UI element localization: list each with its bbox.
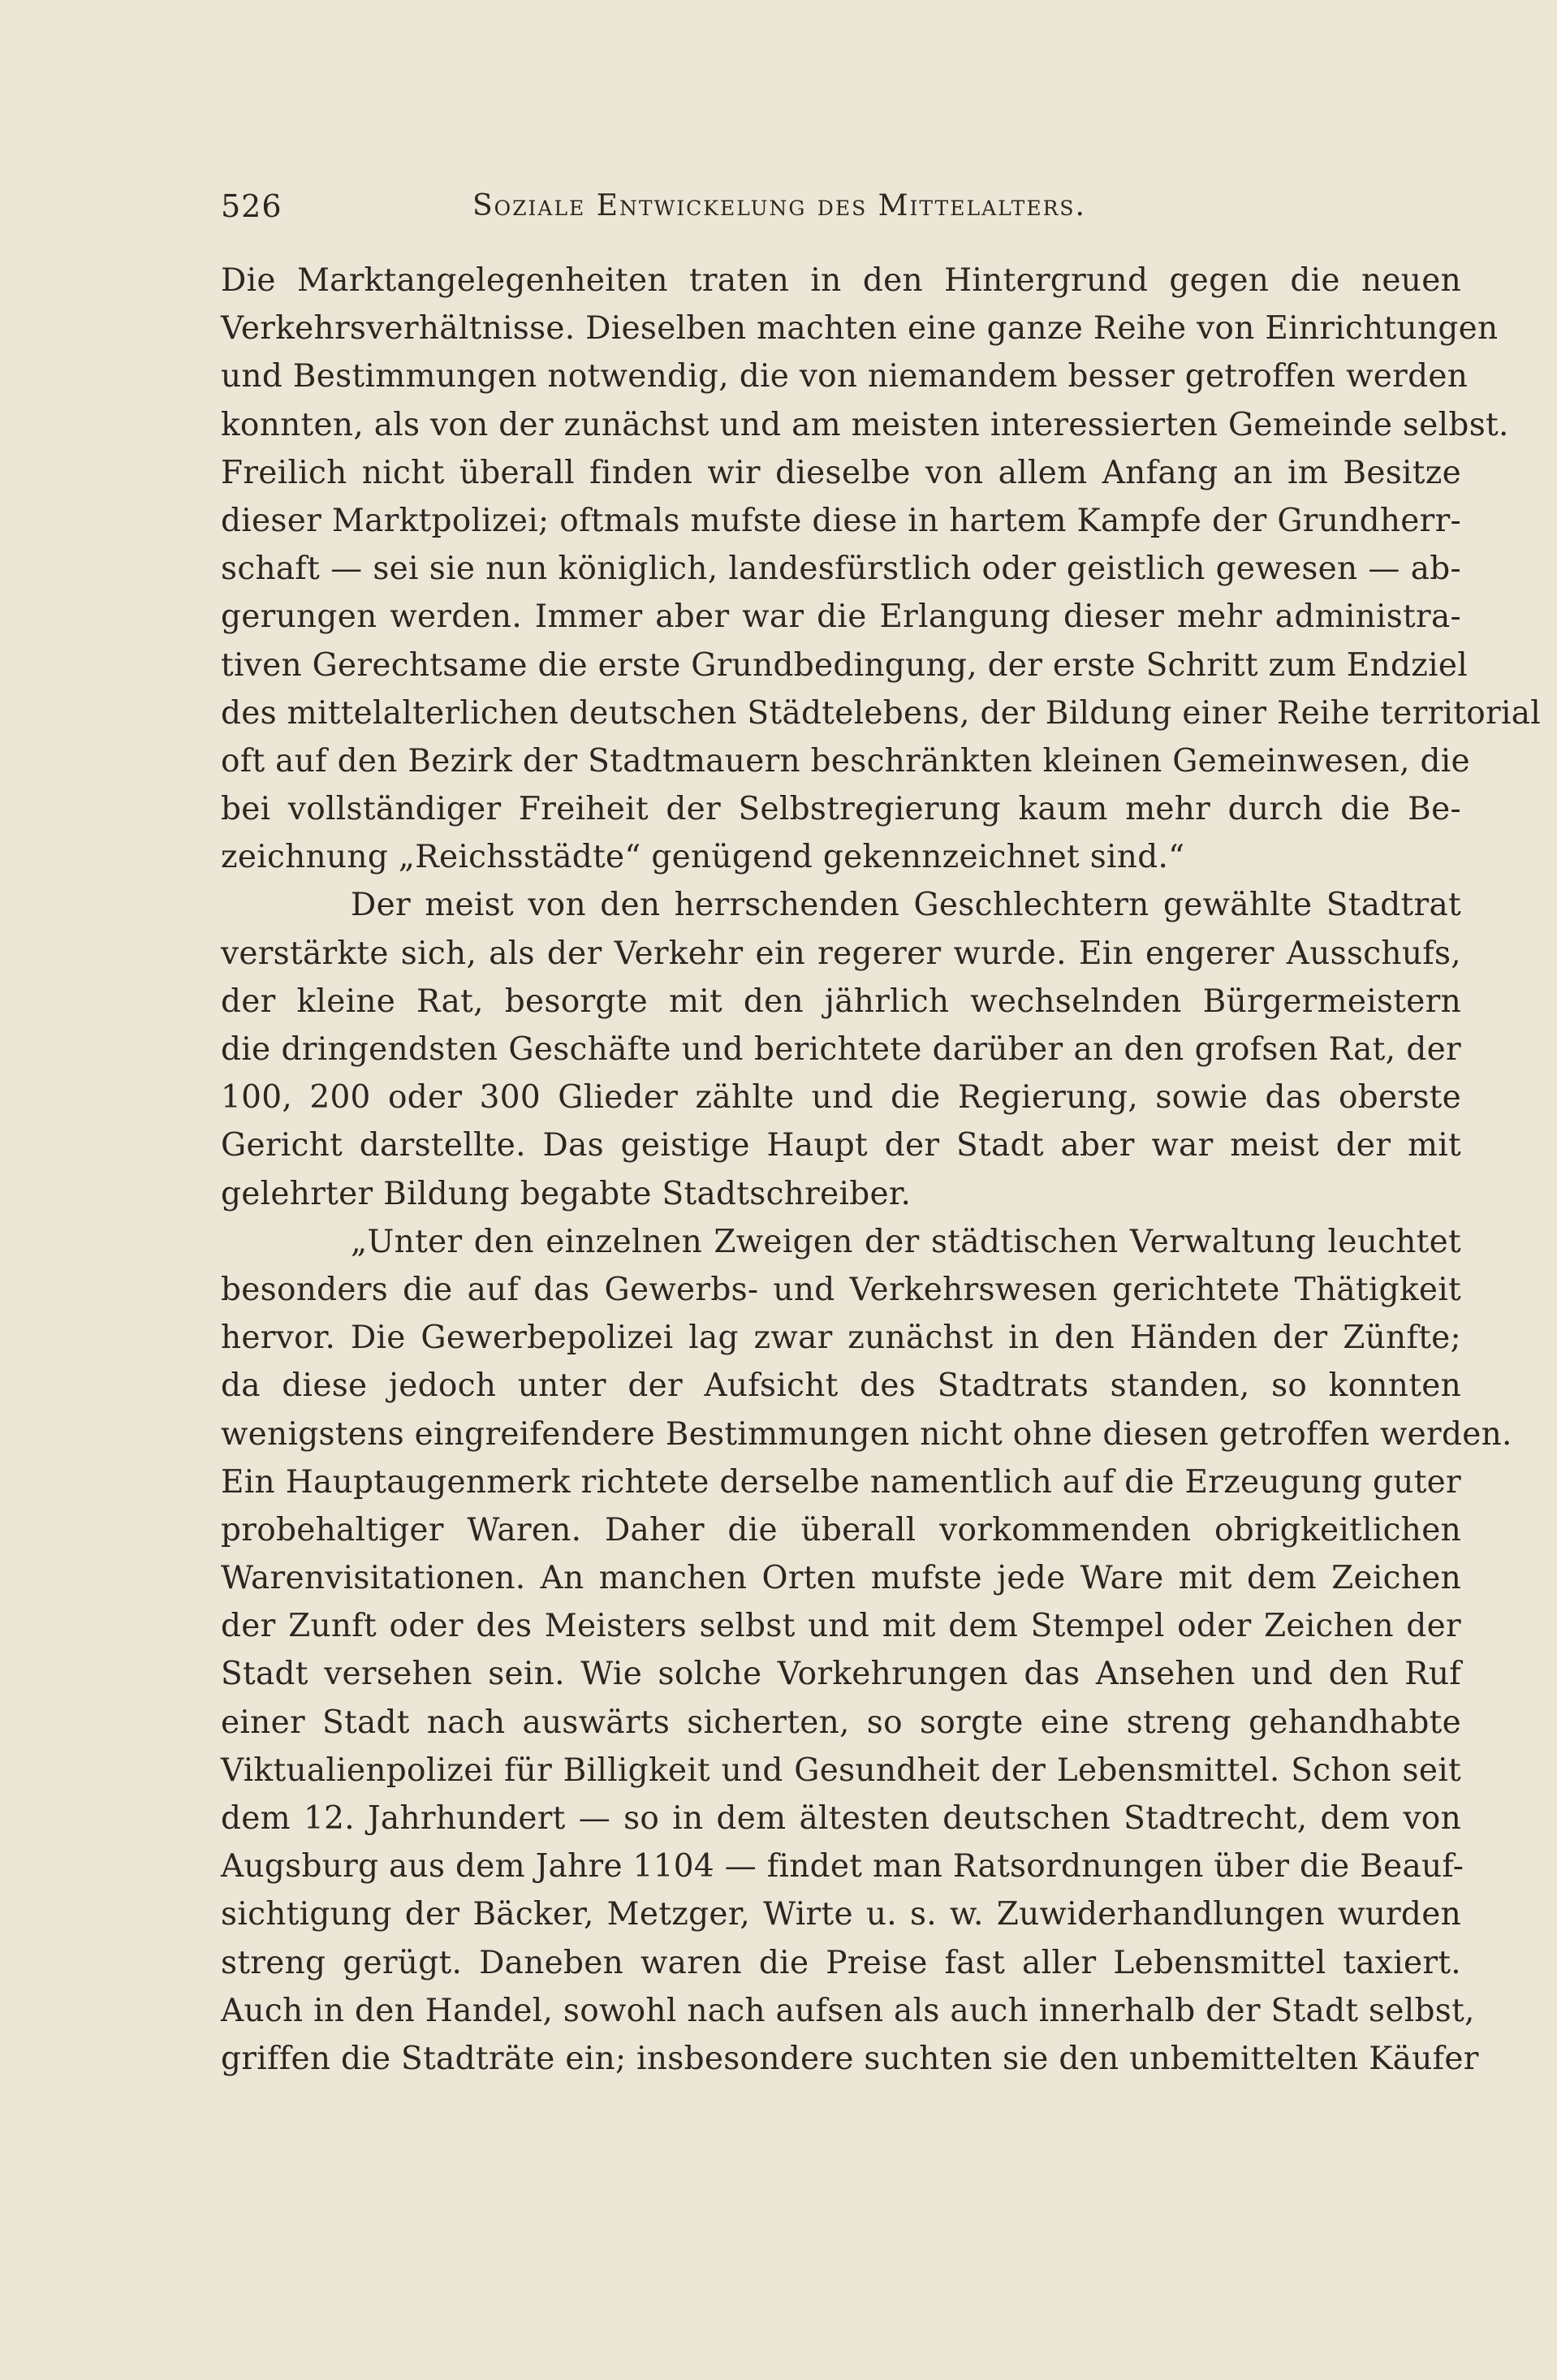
text-line: tiven Gerechtsame die erste Grundbedingung, der erste Schritt zum Endziel <box>221 646 1469 684</box>
text-line: Ein Hauptaugenmerk richtete derselbe namentlich auf die Erzeugung guter <box>221 1463 1461 1501</box>
text-line: bei vollständiger Freiheit der Selbstregierung kaum mehr durch die Be- <box>221 791 1461 828</box>
text-line: und Bestimmungen notwendig, die von niemandem besser getroffen werden <box>221 358 1469 395</box>
text-line: 100, 200 oder 300 Glieder zählte und die Regierung, sowie das oberste <box>221 1079 1461 1117</box>
paragraph-start-line: Der meist von den herrschenden Geschlechtern gewählte Stadtrat <box>351 887 1461 924</box>
text-line: schaft — sei sie nun königlich, landesfürstlich oder geistlich gewesen — ab- <box>221 551 1461 588</box>
body-text <box>221 257 1542 2083</box>
text-line: hervor. Die Gewerbepolizei lag zwar zunächst in den Händen der Zünfte; <box>221 1320 1461 1357</box>
text-line: Verkehrsverhältnisse. Dieselben machten eine ganze Reihe von Einrichtungen <box>221 310 1499 348</box>
text-line: konnten, als von der zunächst und am meisten interessierten Gemeinde selbst. <box>221 406 1509 443</box>
text-line: zeichnung „Reichsstädte“ genügend gekennzeichnet sind.“ <box>221 839 1185 876</box>
text-line: da diese jedoch unter der Aufsicht des Stadtrats standen, so konnten <box>221 1367 1461 1405</box>
text-line: verstärkte sich, als der Verkehr ein regerer wurde. Ein engerer Ausschufs, <box>221 935 1461 972</box>
text-line: gerungen werden. Immer aber war die Erlangung dieser mehr administra- <box>221 598 1461 636</box>
text-line: Freilich nicht überall finden wir dieselbe von allem Anfang an im Besitze <box>221 454 1461 491</box>
page-header <box>221 184 1240 229</box>
paragraph-start-line: „Unter den einzelnen Zweigen der städtischen Verwaltung leuchtet <box>351 1223 1461 1260</box>
text-line: Stadt versehen sein. Wie solche Vorkehrungen das Ansehen und den Ruf <box>221 1656 1461 1693</box>
text-line: streng gerügt. Daneben waren die Preise fast aller Lebensmittel taxiert. <box>221 1944 1461 1981</box>
text-line: des mittelalterlichen deutschen Städtelebens, der Bildung einer Reihe territorial <box>221 694 1542 732</box>
running-title: Soziale Entwickelung des Mittelalters. <box>472 189 1086 222</box>
text-line: dieser Marktpolizei; oftmals mufste diese in hartem Kampfe der Grundherr- <box>221 502 1461 539</box>
text-line: griffen die Stadträte ein; insbesondere suchten sie den unbemittelten Käufer <box>221 2040 1479 2077</box>
text-line: der Zunft oder des Meisters selbst und mit dem Stempel oder Zeichen der <box>221 1608 1461 1645</box>
text-line: Die Marktangelegenheiten traten in den Hintergrund gegen die neuen <box>221 262 1461 299</box>
text-line: dem 12. Jahrhundert — so in dem ältesten deutschen Stadtrecht, dem von <box>221 1800 1461 1837</box>
text-line: Auch in den Handel, sowohl nach aufsen als auch innerhalb der Stadt selbst, <box>221 1992 1475 2029</box>
text-line: gelehrter Bildung begabte Stadtschreiber. <box>221 1175 912 1212</box>
text-line: der kleine Rat, besorgte mit den jährlich wechselnden Bürgermeistern <box>221 983 1461 1020</box>
text-line: die dringendsten Geschäfte und berichtete darüber an den grofsen Rat, der <box>221 1031 1461 1068</box>
text-line: Viktualienpolizei für Billigkeit und Gesundheit der Lebensmittel. Schon seit <box>221 1752 1461 1789</box>
text-line: oft auf den Bezirk der Stadtmauern beschränkten kleinen Gemeinwesen, die <box>221 742 1470 780</box>
text-line: Augsburg aus dem Jahre 1104 — findet man Ratsordnungen über die Beauf- <box>221 1848 1464 1885</box>
text-line: wenigstens eingreifendere Bestimmungen nicht ohne diesen getroffen werden. <box>221 1415 1512 1453</box>
text-line: Warenvisitationen. An manchen Orten mufste jede Ware mit dem Zeichen <box>221 1560 1461 1597</box>
text-line: einer Stadt nach auswärts sicherten, so sorgte eine streng gehandhabte <box>221 1704 1461 1741</box>
text-line: besonders die auf das Gewerbs- und Verkehrswesen gerichtete Thätigkeit <box>221 1271 1461 1308</box>
text-line: sichtigung der Bäcker, Metzger, Wirte u. s. w. Zuwiderhandlungen wurden <box>221 1896 1461 1933</box>
text-line: probehaltiger Waren. Daher die überall vorkommenden obrigkeitlichen <box>221 1511 1461 1549</box>
page-number: 526 <box>221 188 283 224</box>
text-line: Gericht darstellte. Das geistige Haupt der Stadt aber war meist der mit <box>221 1127 1461 1164</box>
